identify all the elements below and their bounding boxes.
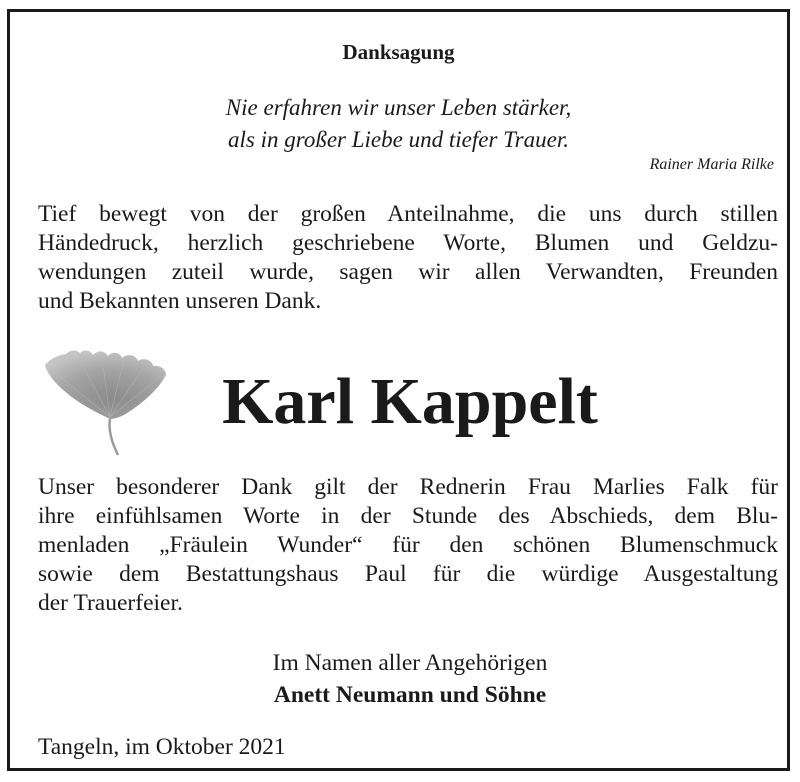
- paragraph-line: Händedruck, herzlich geschriebene Worte, Blumen und Geldzu-: [38, 230, 778, 256]
- quote-author: Rainer Maria Rilke: [649, 156, 774, 173]
- paragraph-line: Unser besonderer Dank gilt der Rednerin Frau Marlies Falk für: [38, 474, 778, 500]
- paragraph-line: und Bekannten unseren Dank.: [38, 288, 322, 314]
- paragraph-line: ihre einfühlsamen Worte in der Stunde des Abschieds, dem Blu-: [38, 503, 778, 529]
- special-thanks-paragraph: [38, 473, 778, 618]
- paragraph-line: menladen „Fräulein Wunder“ für den schönen Blumenschmuck: [38, 532, 778, 558]
- paragraph-line: der Trauerfeier.: [38, 590, 183, 616]
- paragraph-line: wendungen zuteil wurde, sagen wir allen Verwandten, Freunden: [38, 259, 778, 285]
- place-date: Tangeln, im Oktober 2021: [38, 734, 286, 760]
- notice-frame: [7, 9, 790, 771]
- closing-line: Im Namen aller Angehörigen: [272, 650, 548, 676]
- deceased-name: Karl Kappelt: [222, 365, 598, 438]
- thanks-paragraph: [38, 200, 778, 316]
- paragraph-line: Tief bewegt von der großen Anteilnahme, die uns durch stillen: [38, 201, 778, 227]
- quote-line-2: als in großer Liebe und tiefer Trauer.: [228, 127, 569, 152]
- paragraph-line: sowie dem Bestattungshaus Paul für die würdige Ausgestaltung: [38, 561, 778, 587]
- signatories: Anett Neumann und Söhne: [273, 682, 547, 708]
- notice-title: Danksagung: [342, 40, 455, 64]
- quote-line-1: Nie erfahren wir unser Leben stärker,: [225, 95, 572, 120]
